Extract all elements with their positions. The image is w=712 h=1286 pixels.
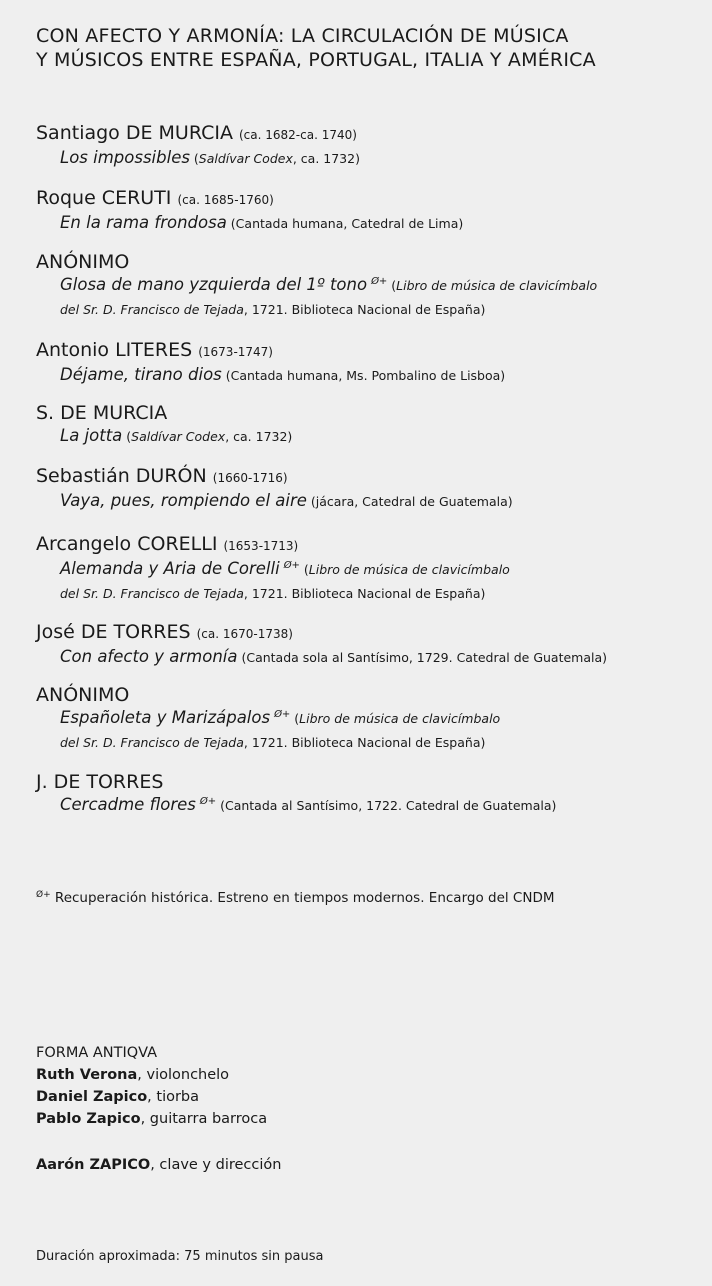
program-entry	[36, 401, 292, 448]
composer-dates: (ca. 1685-1760)	[177, 193, 274, 207]
program-title-line-1: CON AFECTO Y ARMONÍA: LA CIRCULACIÓN DE MÚSICA	[36, 25, 569, 47]
member-name: Daniel Zapico	[36, 1089, 148, 1105]
composer-name: Sebastián DURÓN	[36, 465, 207, 487]
program-title	[36, 24, 596, 72]
work-title: La jotta	[60, 426, 123, 445]
composer-name: Arcangelo CORELLI	[36, 533, 218, 555]
composer-line	[36, 620, 607, 646]
work-source-detail: , ca. 1732)	[292, 151, 360, 166]
recovery-mark: Ø+	[283, 560, 300, 571]
work-source: (	[299, 562, 309, 577]
program-entry	[36, 770, 556, 819]
composer-line	[36, 338, 505, 364]
work-line	[60, 794, 556, 819]
work-source: (	[122, 429, 132, 444]
work-source-title: del Sr. D. Francisco de Tejada	[60, 735, 244, 750]
work-source: (Cantada al Santísimo, 1722. Catedral de Guatemala)	[216, 798, 557, 813]
composer-dates: (1653-1713)	[223, 539, 299, 553]
composer-dates: (ca. 1670-1738)	[196, 627, 293, 641]
member-role: , tiorba	[147, 1089, 200, 1105]
composer-name: Antonio LITERES	[36, 339, 193, 361]
composer-line	[36, 532, 510, 558]
program-entry	[36, 186, 463, 235]
work-line	[60, 147, 360, 170]
spacer	[36, 1130, 281, 1154]
work-line-continued	[60, 732, 500, 754]
work-source: (jácara, Catedral de Guatemala)	[306, 494, 513, 509]
work-title: Glosa de mano yzquierda del 1º tono	[60, 275, 368, 294]
work-source-title: del Sr. D. Francisco de Tejada	[60, 302, 244, 317]
work-source-title: Libro de música de clavicímbalo	[308, 562, 510, 577]
director	[36, 1154, 281, 1176]
ensemble-member	[36, 1108, 281, 1130]
composer-name: Roque CERUTI	[36, 187, 172, 209]
work-line-continued	[60, 299, 597, 321]
duration-note: Duración aproximada: 75 minutos sin pausa	[36, 1249, 324, 1264]
recovery-mark: Ø+	[274, 709, 291, 720]
work-source: (Cantada sola al Santísimo, 1729. Catedral de Guatemala)	[237, 650, 608, 665]
performers	[36, 1042, 281, 1176]
composer-name: Santiago DE MURCIA	[36, 122, 233, 144]
work-source-title: Saldívar Codex	[131, 429, 226, 444]
director-name: Aarón ZAPICO	[36, 1157, 151, 1173]
work-title: En la rama frondosa	[60, 213, 227, 232]
recovery-mark: Ø+	[371, 276, 388, 287]
work-line	[60, 364, 505, 387]
work-title: Alemanda y Aria de Corelli	[60, 559, 280, 578]
program-entry	[36, 250, 597, 321]
ensemble-member	[36, 1086, 281, 1108]
composer-line	[36, 683, 500, 707]
work-line	[60, 425, 292, 448]
program-title-line-2: Y MÚSICOS ENTRE ESPAÑA, PORTUGAL, ITALIA Y AMÉRICA	[36, 49, 596, 71]
work-source-detail: , ca. 1732)	[225, 429, 293, 444]
composer-line	[36, 250, 597, 274]
program-entry	[36, 464, 513, 513]
ensemble-member	[36, 1064, 281, 1086]
composer-line	[36, 401, 292, 425]
composer-name: J. DE TORRES	[36, 771, 164, 793]
composer-line	[36, 121, 360, 147]
work-line	[60, 274, 597, 299]
work-line	[60, 707, 500, 732]
work-source-title: Libro de música de clavicímbalo	[299, 711, 501, 726]
work-title: Españoleta y Marizápalos	[60, 708, 271, 727]
recovery-mark: Ø+	[199, 796, 217, 807]
director-role: , clave y dirección	[150, 1157, 282, 1173]
work-source: (	[290, 711, 300, 726]
work-line	[60, 558, 510, 583]
work-source-detail: , 1721. Biblioteca Nacional de España)	[243, 586, 486, 601]
work-line-continued	[60, 583, 510, 605]
work-source: (Cantada humana, Catedral de Lima)	[226, 216, 464, 231]
member-name: Ruth Verona	[36, 1067, 138, 1083]
work-line	[60, 212, 463, 235]
composer-name: S. DE MURCIA	[36, 402, 168, 424]
program-entry	[36, 532, 510, 605]
program-entry	[36, 121, 360, 170]
program-entry	[36, 683, 500, 754]
work-title: Vaya, pues, rompiendo el aire	[60, 491, 307, 510]
work-title: Cercadme flores	[60, 795, 196, 814]
work-source-detail: , 1721. Biblioteca Nacional de España)	[243, 302, 486, 317]
work-source-title: del Sr. D. Francisco de Tejada	[60, 586, 244, 601]
composer-line	[36, 186, 463, 212]
composer-line	[36, 464, 513, 490]
composer-dates: (1660-1716)	[212, 471, 288, 485]
work-title: Déjame, tirano dios	[60, 365, 222, 384]
composer-name: ANÓNIMO	[36, 251, 130, 273]
composer-dates: (1673-1747)	[198, 345, 273, 359]
program-entry	[36, 338, 505, 387]
composer-line	[36, 770, 556, 794]
member-role: , guitarra barroca	[140, 1111, 268, 1127]
footnote-mark: Ø+	[36, 890, 51, 900]
work-source-title: Libro de música de clavicímbalo	[396, 278, 598, 293]
work-source-title: Saldívar Codex	[198, 151, 293, 166]
ensemble-name: FORMA ANTIQVA	[36, 1045, 158, 1061]
composer-name: ANÓNIMO	[36, 684, 130, 706]
footnote	[36, 888, 554, 910]
work-source: (	[189, 151, 199, 166]
work-line	[60, 646, 607, 669]
work-title: Con afecto y armonía	[60, 647, 238, 666]
composer-dates: (ca. 1682-ca. 1740)	[239, 128, 357, 142]
work-source: (Cantada humana, Ms. Pombalino de Lisboa)	[221, 368, 506, 383]
composer-name: José DE TORRES	[36, 621, 191, 643]
work-title: Los impossibles	[60, 148, 190, 167]
member-role: , violonchelo	[137, 1067, 230, 1083]
work-source: (	[387, 278, 397, 293]
work-line	[60, 490, 513, 513]
program-entry	[36, 620, 607, 669]
work-source-detail: , 1721. Biblioteca Nacional de España)	[243, 735, 486, 750]
member-name: Pablo Zapico	[36, 1111, 141, 1127]
footnote-text: Recuperación histórica. Estreno en tiempos modernos. Encargo del CNDM	[50, 890, 555, 906]
